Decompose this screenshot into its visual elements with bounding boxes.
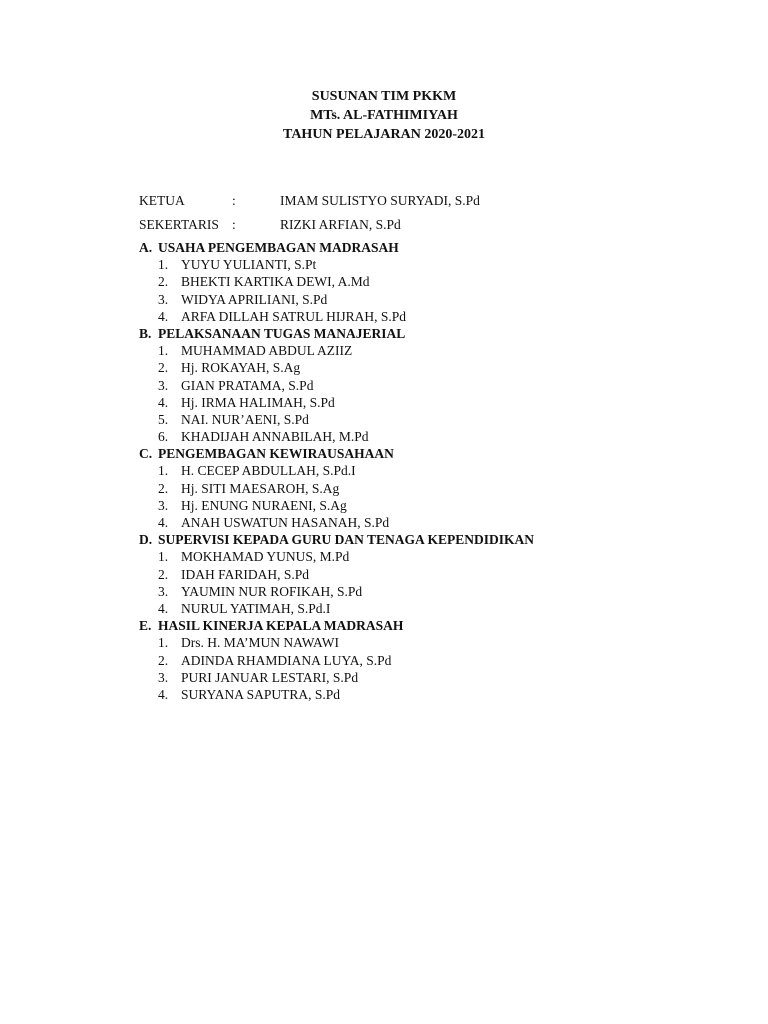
list-item-name: GIAN PRATAMA, S.Pd xyxy=(181,377,314,393)
list-item xyxy=(139,291,659,308)
list-item-name: IDAH FARIDAH, S.Pd xyxy=(181,566,310,582)
officer-role: SEKERTARIS xyxy=(139,217,219,232)
list-item-number: 2. xyxy=(158,480,169,496)
section-title: SUPERVISI KEPADA GURU DAN TENAGA KEPENDIDIKAN xyxy=(158,532,534,548)
list-item-number: 4. xyxy=(158,515,169,530)
list-item-number: 2. xyxy=(158,360,169,376)
officer-row-ketua xyxy=(139,192,659,216)
list-item-name: ADINDA RHAMDIANA LUYA, S.Pd xyxy=(181,652,392,668)
list-item-number: 3. xyxy=(158,497,169,513)
list-item xyxy=(139,308,659,325)
list-item xyxy=(139,497,659,514)
officer-row-sekertaris xyxy=(139,216,659,240)
section-letter: E. xyxy=(139,618,152,634)
list-item-name: Hj. SITI MAESAROH, S.Ag xyxy=(181,480,340,496)
academic-year: TAHUN PELAJARAN 2020-2021 xyxy=(283,127,485,142)
list-item xyxy=(139,669,659,686)
list-item-number: 3. xyxy=(158,669,169,685)
list-item xyxy=(139,480,659,497)
list-item-name: NURUL YATIMAH, S.Pd.I xyxy=(181,600,331,616)
list-item xyxy=(139,548,659,565)
list-item-number: 2. xyxy=(158,652,169,668)
list-item xyxy=(139,359,659,376)
list-item xyxy=(139,428,659,445)
officer-name: RIZKI ARFIAN, S.Pd xyxy=(280,217,401,232)
list-item-name: YAUMIN NUR ROFIKAH, S.Pd xyxy=(181,583,363,599)
section-letter: B. xyxy=(139,325,152,341)
section-heading-e xyxy=(139,617,659,634)
list-item xyxy=(139,377,659,394)
section-title: PELAKSANAAN TUGAS MANAJERIAL xyxy=(158,325,406,341)
list-item xyxy=(139,411,659,428)
officer-name: IMAM SULISTYO SURYADI, S.Pd xyxy=(280,193,480,208)
list-item-number: 4. xyxy=(158,308,169,324)
list-item-number: 1. xyxy=(158,549,169,565)
list-item-number: 3. xyxy=(158,377,169,393)
officer-role: KETUA xyxy=(139,193,185,208)
list-item-name: NAI. NUR’AENI, S.Pd xyxy=(181,411,309,427)
list-item-name: ARFA DILLAH SATRUL HIJRAH, S.Pd xyxy=(181,308,407,324)
list-item-number: 5. xyxy=(158,411,169,427)
list-item-number: 3. xyxy=(158,583,169,599)
school-name: MTs. AL-FATHIMIYAH xyxy=(310,108,458,123)
section-letter: A. xyxy=(139,240,153,255)
list-item-name: SURYANA SAPUTRA, S.Pd xyxy=(181,686,341,702)
list-item xyxy=(139,514,659,531)
list-item xyxy=(139,686,659,703)
list-item-number: 1. xyxy=(158,463,169,479)
list-item-name: Drs. H. MA’MUN NAWAWI xyxy=(181,635,339,651)
list-item-number: 4. xyxy=(158,686,169,702)
section-letter: D. xyxy=(139,532,153,548)
list-item-number: 1. xyxy=(158,343,169,359)
list-item-number: 1. xyxy=(158,257,169,273)
list-item xyxy=(139,273,659,290)
list-item-number: 2. xyxy=(158,566,169,582)
section-heading-d xyxy=(139,531,659,548)
section-title: USAHA PENGEMBAGAN MADRASAH xyxy=(158,240,399,255)
document-header xyxy=(0,87,768,144)
list-item xyxy=(139,342,659,359)
list-item xyxy=(139,566,659,583)
list-item-name: KHADIJAH ANNABILAH, M.Pd xyxy=(181,429,369,445)
list-item-name: PURI JANUAR LESTARI, S.Pd xyxy=(181,669,359,685)
section-heading-c xyxy=(139,445,659,462)
list-item-name: Hj. ENUNG NURAENI, S.Ag xyxy=(181,497,347,513)
list-item-name: ANAH USWATUN HASANAH, S.Pd xyxy=(181,515,390,530)
sections-list xyxy=(139,239,659,703)
list-item xyxy=(139,256,659,273)
section-title: PENGEMBAGAN KEWIRAUSAHAAN xyxy=(158,446,394,462)
list-item-name: Hj. ROKAYAH, S.Ag xyxy=(181,360,301,376)
list-item-number: 1. xyxy=(158,635,169,651)
list-item-number: 3. xyxy=(158,291,169,307)
list-item-name: MUHAMMAD ABDUL AZIIZ xyxy=(181,343,353,359)
list-item xyxy=(139,462,659,479)
list-item xyxy=(139,394,659,411)
officer-colon: : xyxy=(232,217,236,232)
list-item-name: Hj. IRMA HALIMAH, S.Pd xyxy=(181,394,335,410)
list-item-name: BHEKTI KARTIKA DEWI, A.Md xyxy=(181,274,370,290)
list-item xyxy=(139,583,659,600)
list-item-number: 4. xyxy=(158,394,169,410)
section-title: HASIL KINERJA KEPALA MADRASAH xyxy=(158,618,404,634)
list-item-number: 6. xyxy=(158,429,169,445)
list-item-number: 2. xyxy=(158,274,169,290)
list-item-name: H. CECEP ABDULLAH, S.Pd.I xyxy=(181,463,356,479)
document-title: SUSUNAN TIM PKKM xyxy=(311,89,457,104)
list-item xyxy=(139,652,659,669)
section-heading-b xyxy=(139,325,659,342)
officer-colon: : xyxy=(232,193,236,208)
list-item-name: YUYU YULIANTI, S.Pt xyxy=(181,257,317,273)
list-item-number: 4. xyxy=(158,600,169,616)
list-item xyxy=(139,600,659,617)
list-item xyxy=(139,634,659,651)
list-item-name: MOKHAMAD YUNUS, M.Pd xyxy=(181,549,350,565)
section-heading-a xyxy=(139,239,659,256)
officers-block xyxy=(139,192,659,240)
list-item-name: WIDYA APRILIANI, S.Pd xyxy=(181,291,328,307)
section-letter: C. xyxy=(139,446,153,462)
